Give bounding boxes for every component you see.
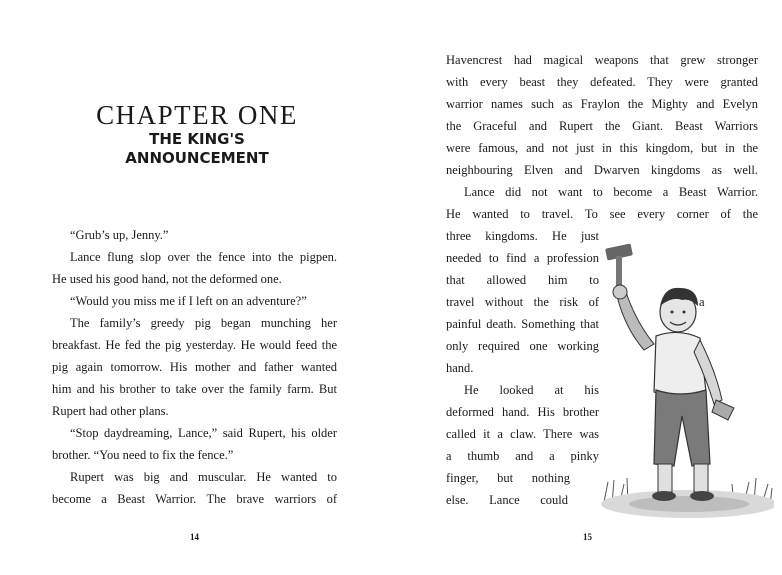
text-line: hand. xyxy=(446,361,474,375)
text-line: were famous, and not just in this kingdom, but in the xyxy=(446,141,758,155)
page-number: 14 xyxy=(190,532,199,542)
text-line: finger, but nothing xyxy=(446,471,570,485)
stray-letter: a xyxy=(699,295,705,309)
chapter-number: CHAPTER ONE xyxy=(96,100,298,130)
right-page xyxy=(391,0,782,575)
text-line: The family’s greedy pig began munching her xyxy=(70,316,337,330)
text-line: breakfast. He fed the pig yesterday. He would feed the xyxy=(52,338,337,352)
text-line: “Grub’s up, Jenny.” xyxy=(70,228,169,242)
text-line: “Would you miss me if I left on an adventure?” xyxy=(70,294,307,308)
text-line: He looked at his xyxy=(464,383,599,397)
text-line: pig again tomorrow. His mother and father wanted xyxy=(52,360,337,374)
text-line: Havencrest had magical weapons that grew stronger xyxy=(446,53,758,67)
text-line: warrior names such as Fraylon the Mighty and Evelyn xyxy=(446,97,758,111)
text-line: painful death. Something that xyxy=(446,317,599,331)
text-line: Rupert had other plans. xyxy=(52,404,169,418)
text-line: with every beast they defeated. They were granted xyxy=(446,75,758,89)
text-line: only required one working xyxy=(446,339,599,353)
text-line: Rupert was big and muscular. He wanted to xyxy=(70,470,337,484)
text-line: else. Lance could xyxy=(446,493,568,507)
chapter-title xyxy=(52,130,342,168)
text-line: He wanted to travel. To see every corner of the xyxy=(446,207,758,221)
text-line: the Graceful and Rupert the Giant. Beast Warriors xyxy=(446,119,758,133)
text-line: neighbouring Elven and Dwarven kingdoms as well. xyxy=(446,163,758,177)
text-line: “Stop daydreaming, Lance,” said Rupert, his older xyxy=(70,426,337,440)
text-line: Lance did not want to become a Beast Warrior. xyxy=(464,185,758,199)
text-line: Lance flung slop over the fence into the pigpen. xyxy=(70,250,337,264)
text-line: needed to find a profession xyxy=(446,251,599,265)
text-line: called it a claw. There was xyxy=(446,427,599,441)
page-number: 15 xyxy=(583,532,592,542)
text-line: that allowed him to xyxy=(446,273,599,287)
text-line: become a Beast Warrior. The brave warriors of xyxy=(52,492,337,506)
chapter-title-line: THE KING'S xyxy=(149,130,245,148)
boy-with-hammer-illustration xyxy=(594,232,774,522)
text-line: travel without the risk of xyxy=(446,295,599,309)
text-line: He used his good hand, not the deformed one. xyxy=(52,272,282,286)
chapter-title-line: ANNOUNCEMENT xyxy=(125,149,269,167)
text-line: brother. “You need to fix the fence.” xyxy=(52,448,234,462)
text-line: him and his brother to take over the family farm. But xyxy=(52,382,337,396)
text-line: a thumb and a pinky xyxy=(446,449,599,463)
text-line: three kingdoms. He just xyxy=(446,229,599,243)
text-line: deformed hand. His brother xyxy=(446,405,599,419)
